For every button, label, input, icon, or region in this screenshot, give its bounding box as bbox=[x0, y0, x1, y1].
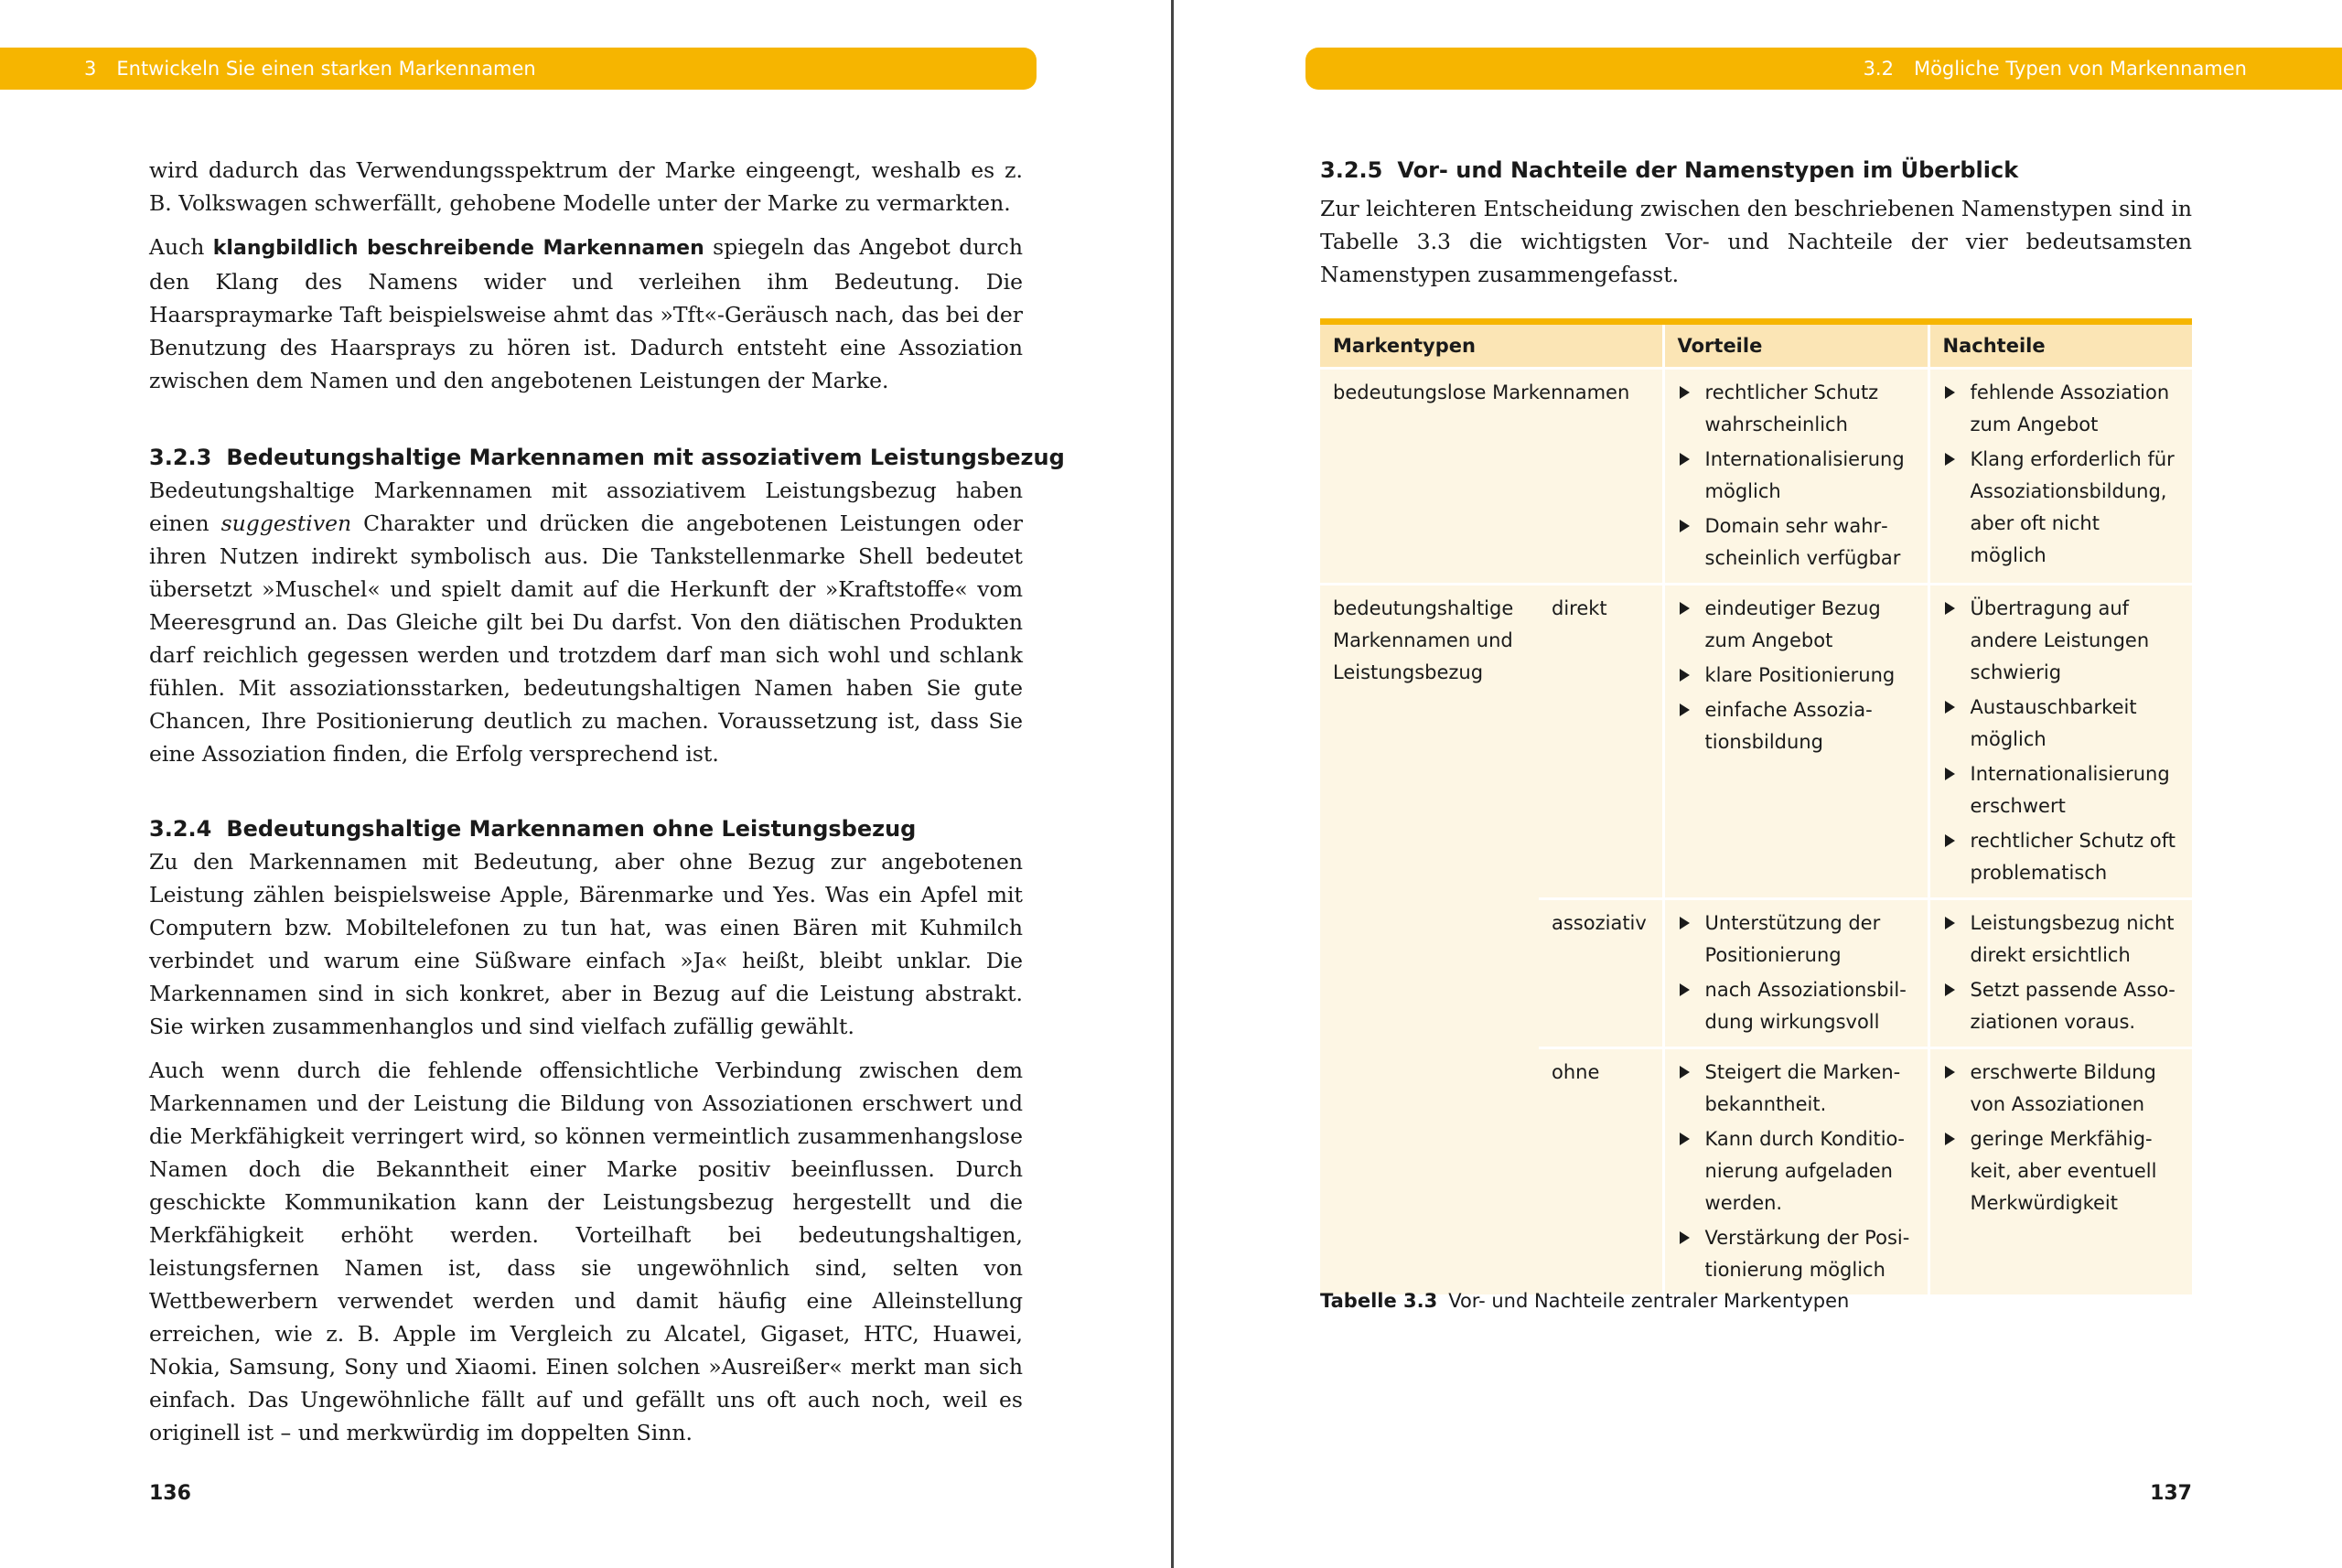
list-item-text: Unterstützung der Positionierung bbox=[1704, 912, 1881, 966]
list-item-text: erschwerte Bildung von Assoziationen bbox=[1970, 1061, 2156, 1115]
right-body bbox=[1320, 154, 2192, 291]
intro-paragraph: wird dadurch das Verwendungsspektrum der Marke eingeengt, weshalb es z. B. Volkswagen schwerfällt, gehobene Modelle unter der Marke zu vermarkten. bbox=[149, 157, 1023, 216]
section-324-paragraph: Auch wenn durch die fehlende offensichtliche Verbindung zwischen dem Markennamen und der Leistung die Bildung von Assoziationen erschwert und die Merkfähigkeit verringert wird, so können vermeintlich zusammenhangslose Namen doch die Bekanntheit einer Marke positiv beeinflussen. Durch geschickte Kommunikation kann der Leistungsbezug hergestellt und die Merkfähigkeit erhöht werden. Vorteilhaft bei bedeutungshaltigen, leistungsfernen Namen ist, dass sie ungewöhnlich sind, selten von Wettbewerbern verwendet werden und damit häufig eine Alleinstellung erreichen, wie z. B. Apple im Vergleich zu Alcatel, Gigaset, HTC, Huawei, Nokia, Samsung, Sony und Xiaomi. Einen solchen »Ausreißer« merkt man sich einfach. Das Ungewöhnliche fällt auf und gefällt uns oft auch noch, weil es originell ist – und merkwürdig im doppelten Sinn. bbox=[149, 1058, 1023, 1445]
list-item-text: Domain sehr wahrscheinlich verfügbar bbox=[1704, 515, 1901, 569]
table-header-row bbox=[1320, 325, 2192, 369]
triangle-bullet-icon bbox=[1945, 453, 1955, 466]
table-cell-cons bbox=[1928, 899, 2192, 1048]
table-header: Markentypen bbox=[1320, 325, 1663, 369]
text-run: Auch bbox=[149, 234, 213, 260]
triangle-bullet-icon bbox=[1680, 917, 1690, 929]
list-item bbox=[1943, 825, 2180, 889]
triangle-bullet-icon bbox=[1680, 520, 1690, 532]
table-row bbox=[1320, 585, 2192, 899]
section-title: Bedeutungshaltige Markennamen mit assoziativem Leistungsbezug bbox=[226, 445, 1065, 470]
list-item-text: eindeutiger Bezug zum Angebot bbox=[1704, 597, 1881, 651]
table-cell-type: bedeutungshaltige Markennamen und Leistungsbezug bbox=[1320, 585, 1539, 1296]
italic-term: suggestiven bbox=[220, 510, 352, 536]
table-cell-pros bbox=[1663, 585, 1928, 899]
klang-paragraph bbox=[149, 231, 1023, 397]
triangle-bullet-icon bbox=[1680, 1066, 1690, 1079]
section-number: 3.2.3 bbox=[149, 445, 212, 470]
list-item bbox=[1678, 377, 1915, 441]
triangle-bullet-icon bbox=[1680, 703, 1690, 716]
section-number: 3.2.5 bbox=[1320, 157, 1383, 183]
bold-term: klangbildlich beschreibende Markennamen bbox=[212, 237, 704, 260]
list-item bbox=[1678, 1123, 1915, 1219]
section-323-paragraph bbox=[149, 474, 1023, 770]
list-item-text: Steigert die Markenbekanntheit. bbox=[1704, 1061, 1901, 1115]
section-325-paragraph: Zur leichteren Entscheidung zwischen den beschriebenen Namenstypen sind in Tabelle 3.3 die wichtigsten Vor- und Nachteile der vier bedeutsamsten Namenstypen zusammengefasst. bbox=[1320, 196, 2192, 287]
triangle-bullet-icon bbox=[1680, 602, 1690, 615]
list-item-text: Internationalisierung möglich bbox=[1704, 448, 1905, 502]
table-cell-type: bedeutungslose Markennamen bbox=[1320, 369, 1663, 585]
list-item-text: Internationalisierung erschwert bbox=[1970, 763, 2170, 817]
table-cell-subtype: direkt bbox=[1539, 585, 1663, 899]
triangle-bullet-icon bbox=[1680, 1231, 1690, 1244]
triangle-bullet-icon bbox=[1680, 1133, 1690, 1145]
table-header: Vorteile bbox=[1663, 325, 1928, 369]
list-item bbox=[1943, 974, 2180, 1038]
triangle-bullet-icon bbox=[1945, 1133, 1955, 1145]
table-cell-cons bbox=[1928, 585, 2192, 899]
list-item-text: geringe Merkfähigkeit, aber eventuell Merkwürdigkeit bbox=[1970, 1128, 2157, 1214]
list-item-text: Klang erforderlich für Assoziationsbildung, aber oft nicht möglich bbox=[1970, 448, 2175, 566]
list-item bbox=[1678, 1222, 1915, 1286]
list-item bbox=[1943, 1057, 2180, 1121]
list-item-text: Übertragung auf andere Leistungen schwierig bbox=[1970, 597, 2150, 683]
running-header bbox=[0, 48, 1037, 90]
list-item bbox=[1678, 1057, 1915, 1121]
list-item bbox=[1943, 1123, 2180, 1219]
table-cell-subtype: assoziativ bbox=[1539, 899, 1663, 1048]
list-item bbox=[1678, 660, 1915, 692]
list-item-text: einfache Assoziationsbildung bbox=[1704, 699, 1873, 753]
table-row bbox=[1320, 369, 2192, 585]
triangle-bullet-icon bbox=[1680, 386, 1690, 399]
triangle-bullet-icon bbox=[1945, 701, 1955, 714]
list-item-text: Kann durch Konditionierung aufgeladen werden. bbox=[1704, 1128, 1905, 1214]
triangle-bullet-icon bbox=[1680, 983, 1690, 996]
list-item bbox=[1678, 444, 1915, 508]
list-item bbox=[1943, 758, 2180, 822]
table-caption bbox=[1320, 1290, 1849, 1312]
text-run: spiegeln das Angebot durch den Klang des Namens wider und verleihen ihm Bedeutung. Die Haarspraymarke Taft beispielsweise ahmt das »Tft«-Geräusch nach, das bei der Benutzung des Haarsprays zu hören ist. Dadurch entsteht eine Assoziation zwischen dem Namen und den angebotenen Leistungen der Marke. bbox=[149, 234, 1023, 393]
list-item bbox=[1678, 510, 1915, 575]
comparison-table bbox=[1320, 318, 2192, 1297]
section-title: Vor- und Nachteile der Namenstypen im Überblick bbox=[1397, 157, 2019, 183]
section-heading-325 bbox=[1320, 154, 2192, 187]
list-item bbox=[1678, 593, 1915, 657]
text-run: Bedeutungshaltige Markennamen mit assoziativem Leistungsbezug haben einen bbox=[149, 478, 1023, 536]
section-number: 3.2 bbox=[1863, 58, 1894, 80]
list-item-text: Leistungsbezug nicht direkt ersichtlich bbox=[1970, 912, 2175, 966]
list-item-text: Austauschbarkeit möglich bbox=[1970, 696, 2137, 750]
list-item-text: rechtlicher Schutz oft problematisch bbox=[1970, 830, 2175, 884]
section-number: 3.2.4 bbox=[149, 816, 212, 842]
section-heading-323 bbox=[149, 441, 1065, 474]
list-item bbox=[1678, 694, 1915, 758]
list-item-text: Verstärkung der Positionierung möglich bbox=[1704, 1227, 1910, 1281]
table-cell-pros bbox=[1663, 1048, 1928, 1296]
list-item-text: fehlende Assoziation zum Angebot bbox=[1970, 381, 2170, 435]
table-header: Nachteile bbox=[1928, 325, 2192, 369]
table-cell-pros bbox=[1663, 899, 1928, 1048]
table-cell-cons bbox=[1928, 1048, 2192, 1296]
table-cell-pros bbox=[1663, 369, 1928, 585]
left-body bbox=[149, 154, 1065, 1449]
triangle-bullet-icon bbox=[1680, 453, 1690, 466]
triangle-bullet-icon bbox=[1945, 602, 1955, 615]
page-number: 137 bbox=[2150, 1482, 2192, 1505]
triangle-bullet-icon bbox=[1945, 834, 1955, 847]
page-number: 136 bbox=[149, 1482, 191, 1505]
list-item bbox=[1943, 593, 2180, 689]
caption-text: Vor- und Nachteile zentraler Markentypen bbox=[1448, 1290, 1850, 1312]
text-run: Charakter und drücken die angebotenen Leistungen oder ihren Nutzen indirekt symbolisch aus. Die Tankstellenmarke Shell bedeutet übersetzt »Muschel« und spielt damit auf die Herkunft der »Kraftstoffe« vom Meeresgrund an. Das Gleiche gilt bei Du darfst. Von den diätischen Produkten darf reichlich gegessen werden und trotzdem darf man sich wohl und schlank fühlen. Mit assoziationsstarken, bedeutungshaltigen Namen haben Sie gute Chancen, Ihre Positionierung deutlich zu machen. Voraussetzung ist, dass Sie eine Assoziation finden, die Erfolg versprechend ist. bbox=[149, 510, 1024, 767]
list-item-text: rechtlicher Schutz wahrscheinlich bbox=[1704, 381, 1879, 435]
list-item bbox=[1943, 692, 2180, 756]
list-item bbox=[1678, 974, 1915, 1038]
list-item-text: nach Assoziationsbildung wirkungsvoll bbox=[1704, 979, 1907, 1033]
triangle-bullet-icon bbox=[1945, 386, 1955, 399]
right-page bbox=[1174, 0, 2342, 1568]
list-item-text: Setzt passende Assoziationen voraus. bbox=[1970, 979, 2175, 1033]
running-header bbox=[1305, 48, 2342, 90]
triangle-bullet-icon bbox=[1945, 917, 1955, 929]
section-324-paragraph: Zu den Markennamen mit Bedeutung, aber ohne Bezug zur angebotenen Leistung zählen beispielsweise Apple, Bärenmarke und Yes. Was ein Apfel mit Computern bzw. Mobiltelefonen zu tun hat, was einen Bären mit Kuhmilch verbindet und warum eine Süßware einfach »Ja« heißt, bleibt unklar. Die Markennamen sind in sich konkret, aber in Bezug auf die Leistung abstrakt. Sie wirken zusammenhanglos und sind vielfach zufällig gewählt. bbox=[149, 849, 1023, 1039]
section-title: Mögliche Typen von Markennamen bbox=[1913, 58, 2247, 80]
caption-label: Tabelle 3.3 bbox=[1320, 1290, 1438, 1312]
section-title: Bedeutungshaltige Markennamen ohne Leistungsbezug bbox=[226, 816, 917, 842]
triangle-bullet-icon bbox=[1945, 983, 1955, 996]
chapter-title: Entwickeln Sie einen starken Markennamen bbox=[116, 58, 536, 80]
table-cell-subtype: ohne bbox=[1539, 1048, 1663, 1296]
list-item bbox=[1943, 908, 2180, 972]
chapter-number: 3 bbox=[84, 58, 97, 80]
list-item bbox=[1943, 444, 2180, 572]
triangle-bullet-icon bbox=[1945, 768, 1955, 780]
list-item-text: klare Positionierung bbox=[1704, 664, 1896, 686]
triangle-bullet-icon bbox=[1945, 1066, 1955, 1079]
triangle-bullet-icon bbox=[1680, 669, 1690, 682]
section-heading-324 bbox=[149, 812, 1023, 845]
list-item bbox=[1943, 377, 2180, 441]
table-cell-cons bbox=[1928, 369, 2192, 585]
list-item bbox=[1678, 908, 1915, 972]
